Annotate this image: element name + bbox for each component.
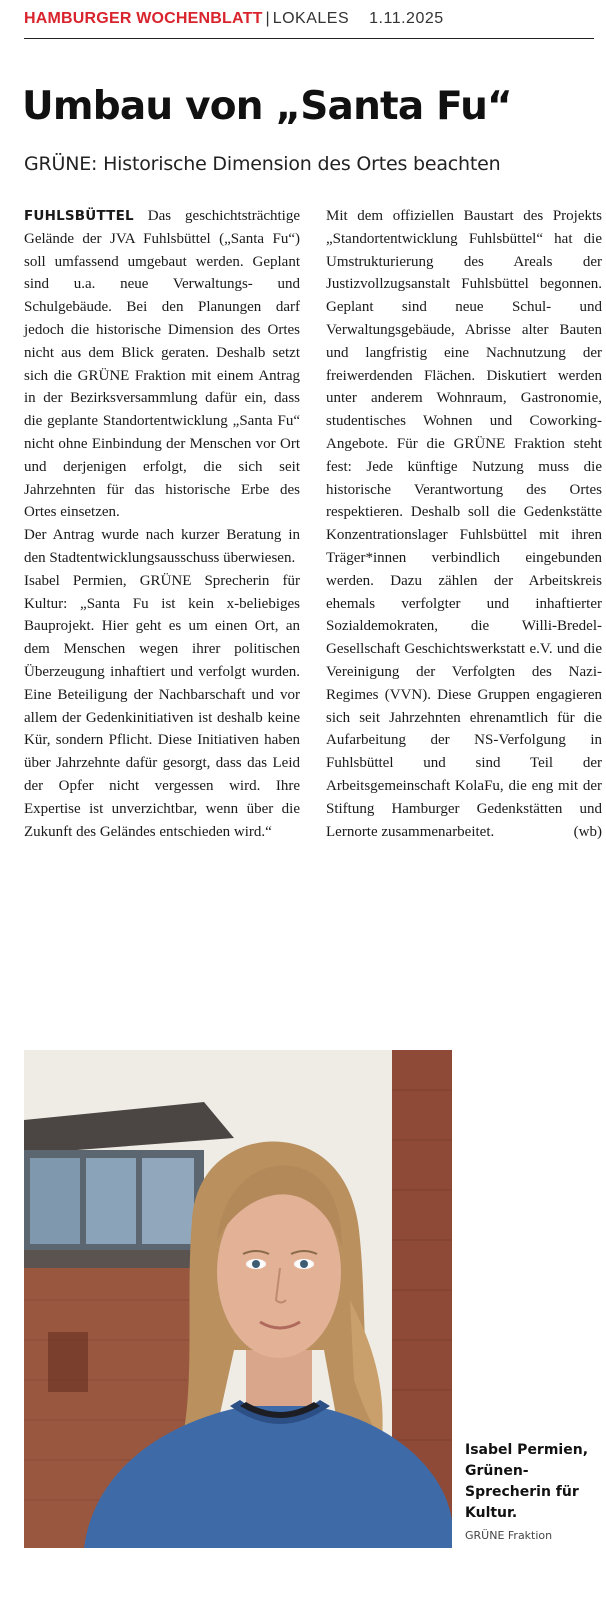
- article-paragraph: Isabel Permien, GRÜNE Sprecherin für Kultur: „Santa Fu ist kein x-beliebiges Bauprojekt. Hier geht es um einen Ort, an dem Menschen wegen ihrer politischen Überzeugung inhaftiert und verfolgt wurden. Eine Beteiligung der Nachbarschaft und vor allem der Gedenkinitiativen ist deshalb keine Kür, sondern Pflicht. Diese Initiativen haben über Jahrzehnte dafür gesorgt, dass das Leid der Opfer nicht vergessen wird. Ihre Expertise ist unverzichtbar, wenn über die Zukunft des Geländes entschieden wird.“: [24, 572, 300, 840]
- publication-name: HAMBURGER WOCHENBLATT: [24, 10, 263, 27]
- masthead: [24, 6, 594, 32]
- photo-caption: Isabel Permien, Grünen-Sprecherin für Kultur.: [465, 1442, 589, 1521]
- masthead-separator: |: [265, 10, 270, 27]
- author-signature: (wb): [573, 823, 602, 840]
- article-column-left: [24, 205, 300, 843]
- photo-credit: GRÜNE Fraktion: [465, 1529, 553, 1542]
- portrait-photo: [24, 1050, 452, 1548]
- article-dateline: FUHLSBÜTTEL: [24, 208, 134, 224]
- article-column-right: [326, 205, 602, 843]
- article-headline: Umbau von „Santa Fu“: [22, 84, 512, 129]
- article-paragraph: Der Antrag wurde nach kurzer Beratung in den Stadtentwicklungsausschuss überwiesen.: [24, 527, 300, 566]
- article-paragraph: [326, 205, 602, 843]
- issue-date: 1.11.2025: [369, 10, 444, 27]
- paragraph-text: Mit dem offiziellen Baustart des Projekts „Standortentwicklung Fuhlsbüttel“ hat die Umstrukturierung des Areals der Justizvollzugsanstalt Fuhlsbüttel begonnen. Geplant sind neue Schul- und Verwaltungsgebäude, Abrisse alter Bauten und langfristig eine Nachnutzung der freiwerdenden Flächen. Diskutiert werden unter anderem Wohnraum, Gastronomie, studentisches Wohnen und Coworking-Angebote. Für die GRÜNE Fraktion steht fest: Jede künftige Nutzung muss die historische Verantwortung des Ortes respektieren. Deshalb soll die Gedenkstätte Konzentrationslager Fuhlsbüttel mit ihren Träger*innen verbindlich eingebunden werden. Dazu zählen der Arbeitskreis ehemals verfolgter und inhaftierter Sozialdemokraten, die Willi-Bredel-Gesellschaft Geschichtswerkstatt e.V. und die Vereinigung der Verfolgten des Nazi-Regimes (VVN). Diese Gruppen engagieren sich seit Jahrzehnten ehrenamtlich für die Aufarbeitung der NS-Verfolgung in Fuhlsbüttel und sind Teil der Arbeitsgemeinschaft KolaFu, die eng mit der Stiftung Hamburger Gedenkstätten und Lernorte zusammenarbeitet.: [326, 208, 602, 840]
- article-subheadline: GRÜNE: Historische Dimension des Ortes beachten: [24, 153, 501, 175]
- section-name: LOKALES: [272, 10, 350, 27]
- article-paragraph: [24, 205, 300, 524]
- masthead-rule: [24, 38, 594, 39]
- paragraph-text: Das geschichtsträchtige Gelände der JVA Fuhlsbüttel („Santa Fu“) soll umfassend umgebaut werden. Geplant sind u.a. neue Verwaltungs- und Schulgebäude. Bei den Planungen darf jedoch die historische Dimension des Ortes nicht aus dem Blick geraten. Deshalb setzt sich die GRÜNE Fraktion mit einem Antrag in der Bezirksversammlung dafür ein, dass die geplante Standortentwicklung „Santa Fu“ nicht ohne Einbindung der Menschen vor Ort und derjenigen erfolgt, die sich seit Jahrzehnten für das historische Erbe des Ortes einsetzen.: [24, 208, 300, 521]
